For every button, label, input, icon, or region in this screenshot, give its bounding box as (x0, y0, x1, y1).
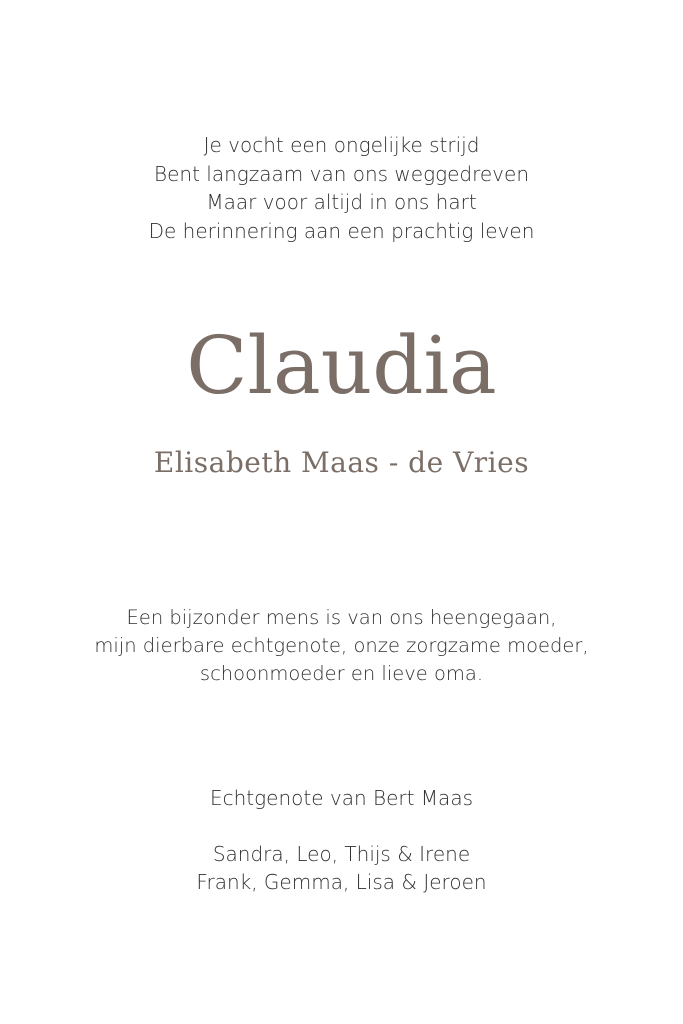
children-line: Frank, Gemma, Lisa & Jeroen (196, 870, 487, 894)
spouse-line: Echtgenote van Bert Maas (209, 786, 473, 810)
message-line: Een bijzonder mens is van ons heengegaan, (126, 606, 557, 629)
poem-line: De herinnering aan een prachtig leven (148, 218, 535, 243)
message-line: schoonmoeder en lieve oma. (199, 662, 484, 685)
poem-line: Je vocht een ongelijke strijd (203, 133, 480, 157)
poem-line: Bent langzaam van ons weggedreven (154, 161, 529, 186)
children-list (0, 840, 683, 896)
poem-line: Maar voor altijd in ons hart (206, 190, 477, 214)
message-line: mijn dierbare echtgenote, onze zorgzame moeder, (94, 634, 589, 657)
full-name-subheading: Elisabeth Maas - de Vries (153, 446, 530, 479)
children-line: Sandra, Leo, Thijs & Irene (212, 842, 471, 866)
poem (0, 131, 683, 245)
first-name-heading: Claudia (186, 319, 497, 412)
announcement-message (0, 604, 683, 688)
